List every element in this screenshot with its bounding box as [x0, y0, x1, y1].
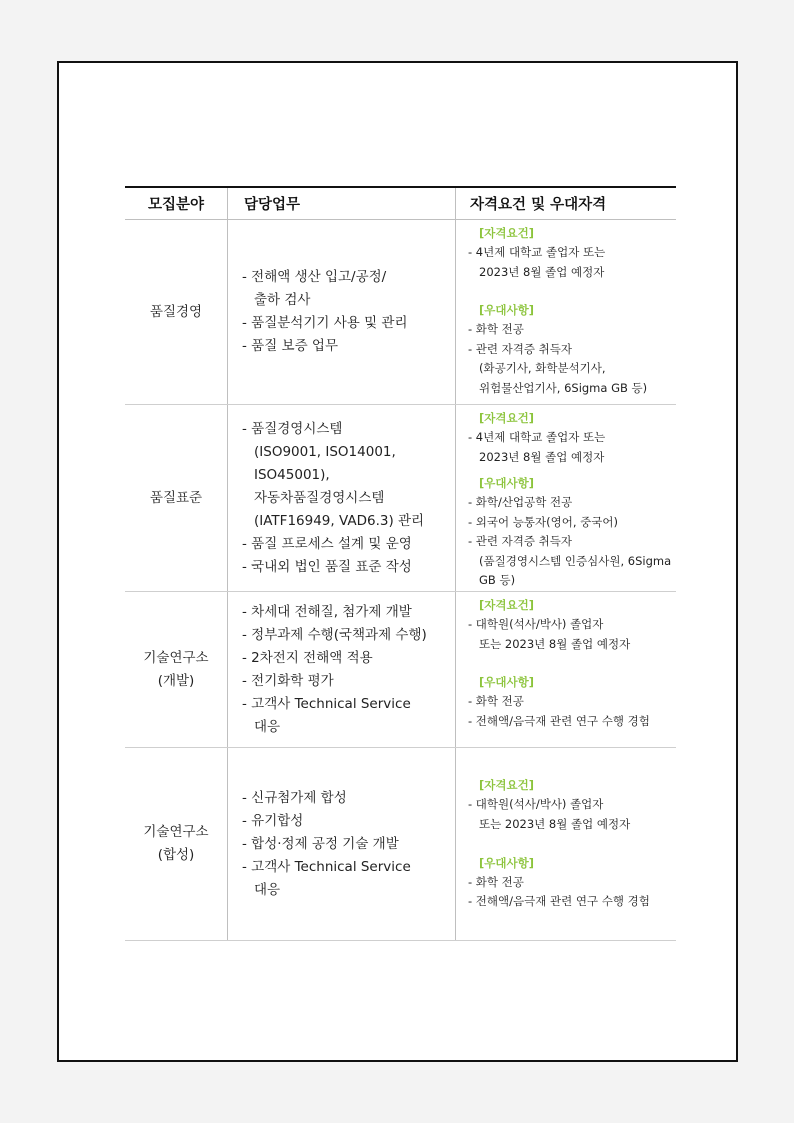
duty-item: - 2차전지 전해액 적용: [242, 649, 373, 666]
duty-item: - 합성·정제 공정 기술 개발: [242, 835, 399, 852]
spacer: [468, 654, 676, 673]
header-qualifications: 자격요건 및 우대자격: [470, 197, 607, 213]
spacer: [468, 835, 676, 854]
table-row-rnd-development: [125, 592, 676, 748]
field-name: 품질경영: [149, 303, 203, 320]
duty-item: - 신규첨가제 합성: [242, 789, 347, 806]
duty-item: - 유기합성: [242, 812, 304, 829]
duty-item: - 전기화학 평가: [242, 672, 334, 689]
table-row-quality-standards: [125, 405, 676, 592]
recruitment-table: [125, 186, 676, 941]
preference-item: - 화학 전공: [468, 694, 524, 709]
table-row-rnd-synthesis: [125, 748, 676, 941]
duty-item: - 품질분석기기 사용 및 관리: [242, 315, 408, 331]
spacer: [468, 282, 676, 301]
duty-item: - 정부과제 수행(국책과제 수행): [242, 626, 427, 643]
duties-cell: [228, 592, 456, 747]
table-header-row: [125, 188, 676, 220]
duty-item: - 고객사 Technical Service 대응: [242, 858, 411, 898]
requirements-label: [자격요건]: [479, 778, 534, 793]
requirements-label: [자격요건]: [479, 411, 534, 425]
field-name: 품질표준: [149, 489, 203, 506]
requirement-item: - 대학원(석사/박사) 졸업자 또는 2023년 8월 졸업 예정자: [468, 797, 631, 831]
duties-cell: [228, 748, 456, 940]
requirements-label: [자격요건]: [479, 598, 534, 612]
preference-item: - 화학 전공: [468, 322, 524, 337]
field-cell: [125, 405, 228, 591]
duty-item: - 국내외 법인 품질 표준 작성: [242, 558, 412, 575]
spacer: [468, 467, 676, 474]
field-cell: [125, 748, 228, 940]
qualifications-cell: [456, 220, 676, 404]
preference-item: - 화학 전공: [468, 874, 524, 889]
duty-item: - 품질 보증 업무: [242, 338, 338, 354]
duty-item: - 고객사 Technical Service 대응: [242, 695, 411, 735]
duty-item: - 품질 프로세스 설계 및 운영: [242, 535, 412, 552]
qualifications-cell: [456, 748, 676, 940]
preference-item: - 관련 자격증 취득자 (품질경영시스템 인증심사원, 6Sigma GB 등): [468, 534, 672, 588]
header-duties: 담당업무: [228, 188, 456, 219]
preferences-label: [우대사항]: [479, 476, 534, 491]
preference-item: - 화학/산업공학 전공: [468, 495, 573, 510]
table-row-quality-management: [125, 220, 676, 405]
field-cell: [125, 592, 228, 747]
requirement-item: - 4년제 대학교 졸업자 또는 2023년 8월 졸업 예정자: [468, 245, 606, 279]
duties-cell: [228, 405, 456, 591]
field-cell: [125, 220, 228, 404]
document-page: [57, 61, 738, 1062]
requirement-item: - 대학원(석사/박사) 졸업자 또는 2023년 8월 졸업 예정자: [468, 617, 631, 651]
field-name: 기술연구소 (개발): [143, 649, 209, 689]
requirement-item: - 4년제 대학교 졸업자 또는 2023년 8월 졸업 예정자: [468, 430, 606, 464]
preference-item: - 전해액/음극재 관련 연구 수행 경험: [468, 894, 650, 909]
preferences-label: [우대사항]: [479, 855, 534, 870]
preferences-label: [우대사항]: [479, 675, 534, 690]
preference-item: - 관련 자격증 취득자 (화공기사, 화학분석기사, 위험물산업기사, 6Sigma GB 등): [468, 341, 648, 395]
duties-cell: [228, 220, 456, 404]
header-field: 모집분야: [125, 188, 228, 219]
preferences-label: [우대사항]: [479, 303, 534, 318]
preference-item: - 전해액/음극재 관련 연구 수행 경험: [468, 713, 650, 728]
duty-item: - 품질경영시스템 (ISO9001, ISO14001, ISO45001), 자동차품질경영시스템 (IATF16949, VAD6.3) 관리: [242, 420, 425, 529]
field-name: 기술연구소 (합성): [143, 824, 209, 863]
qualifications-cell: [456, 405, 676, 591]
preference-item: - 외국어 능통자(영어, 중국어): [468, 514, 618, 529]
requirements-label: [자격요건]: [479, 226, 534, 240]
duty-item: - 전해액 생산 입고/공정/ 출하 검사: [242, 269, 387, 308]
duty-item: - 차세대 전해질, 첨가제 개발: [242, 603, 412, 620]
qualifications-cell: [456, 592, 676, 747]
